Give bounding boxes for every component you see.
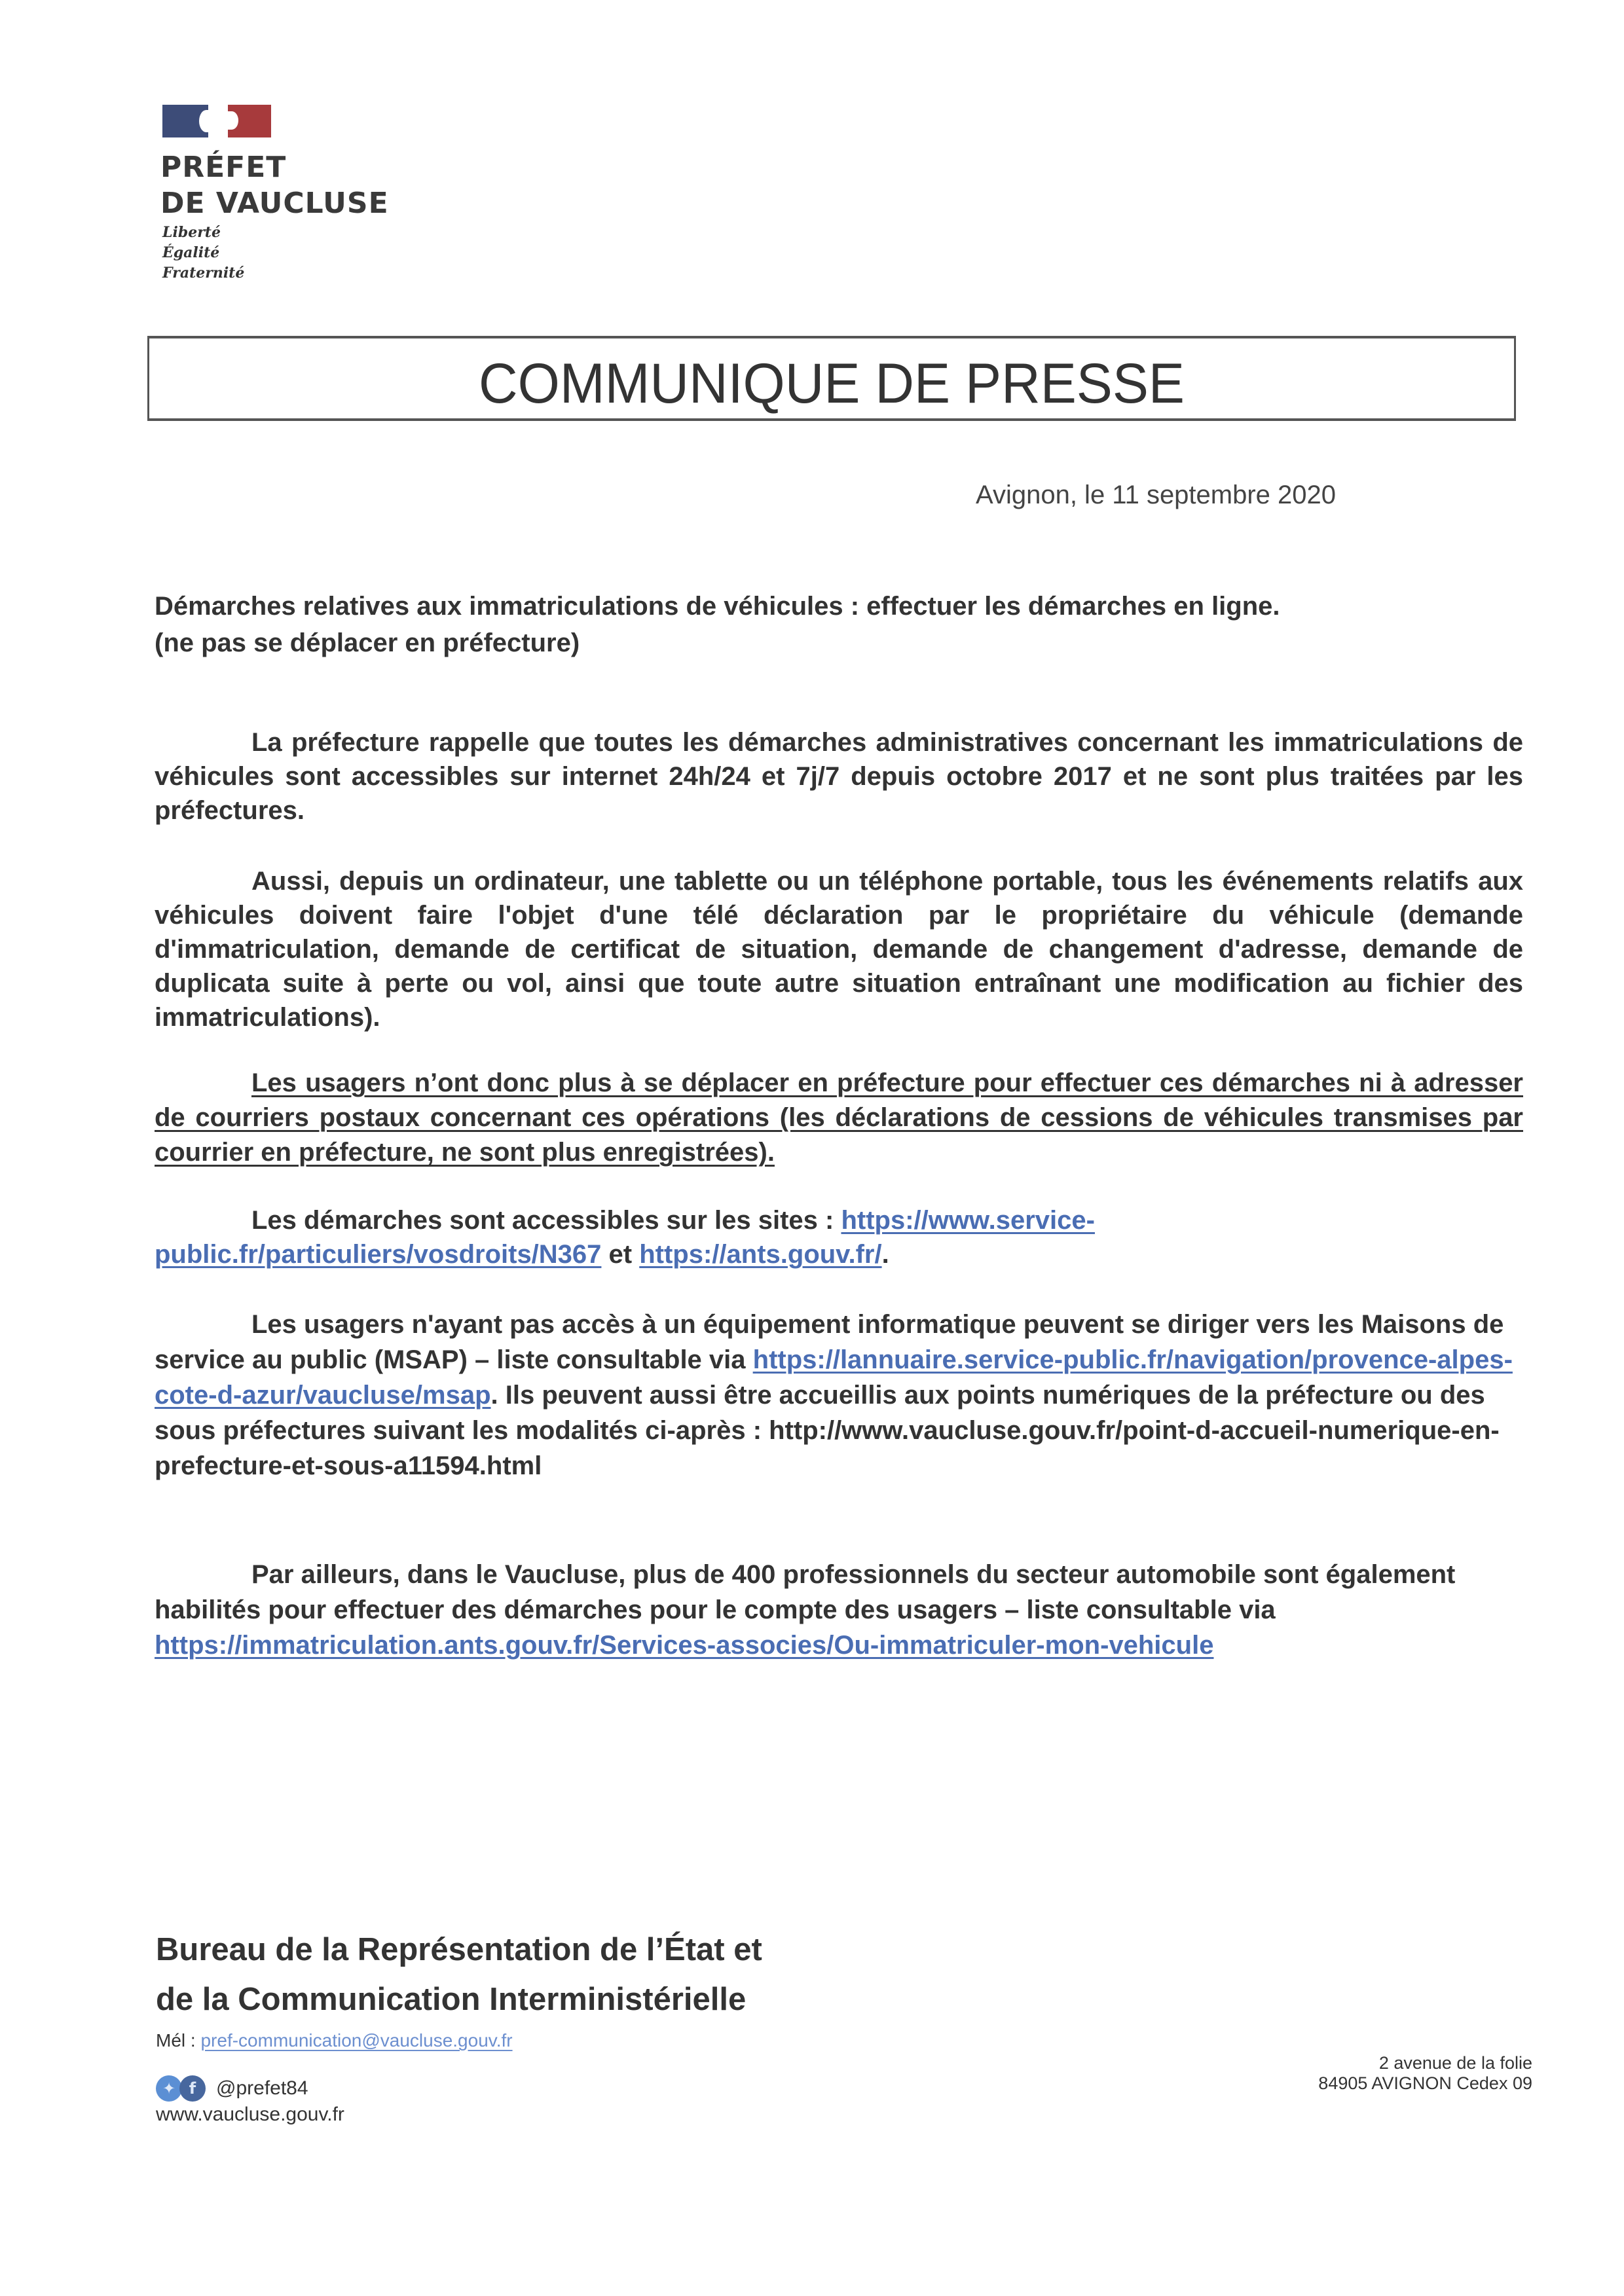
paragraph-3-underlined: [155, 1066, 1523, 1170]
email-label: Mél :: [156, 2030, 201, 2050]
email-line: [156, 2030, 513, 2052]
social-line: [156, 2074, 308, 2103]
website-url: www.vaucluse.gouv.fr: [156, 2104, 344, 2125]
paragraph-4: [155, 1203, 1523, 1271]
twitter-icon[interactable]: ✦: [156, 2075, 182, 2102]
republic-motto: [162, 223, 244, 283]
bureau-line-1: Bureau de la Représentation de l’État et: [156, 1932, 762, 1967]
subject-line-2: (ne pas se déplacer en préfecture): [155, 629, 580, 657]
motto-fraternite: Fraternité: [162, 264, 245, 282]
ants-immatriculation-link[interactable]: https://immatriculation.ants.gouv.fr/Services-associes/Ou-immatriculer-mon-vehicule: [155, 1631, 1214, 1660]
email-link[interactable]: pref-communication@vaucluse.gouv.fr: [200, 2030, 513, 2050]
paragraph-1-text: La préfecture rappelle que toutes les démarches administratives concernant les immatriculations de véhicules sont accessibles sur internet 24h/24 et 7j/7 depuis octobre 2017 et ne sont plus traitées par les préfectures.: [155, 728, 1523, 825]
paragraph-6-text: Par ailleurs, dans le Vaucluse, plus de 400 professionnels du secteur automobile sont également habilités pour effectuer des démarches pour le compte des usagers – liste consultable via: [155, 1560, 1456, 1624]
social-handle: @prefet84: [216, 2077, 308, 2099]
bureau-line-2: de la Communication Interministérielle: [156, 1982, 747, 2017]
page-title: COMMUNIQUE DE PRESSE: [478, 352, 1185, 415]
postal-address: [1318, 2053, 1532, 2094]
paragraph-6: [155, 1557, 1523, 1663]
motto-egalite: Égalité: [162, 244, 220, 261]
republic-flag-logo: [162, 105, 272, 139]
paragraph-2-text: Aussi, depuis un ordinateur, une tablette ou un téléphone portable, tous les événements relatifs aux véhicules doivent faire l'objet d'une télé déclaration par le propriétaire du véhicule (demande d'immatriculation, demande de certificat de situation, demande de changement d'adresse, demande de duplicata suite à perte ou vol, ainsi que toute autre situation entraînant une modification au fichier des immatriculations).: [155, 867, 1523, 1032]
date-line: Avignon, le 11 septembre 2020: [976, 481, 1337, 509]
paragraph-2: [155, 864, 1523, 1034]
paragraph-3-text: Les usagers n’ont donc plus à se déplacer en préfecture pour effectuer ces démarches ni à adresser de courriers postaux concernant ces opérations (les déclarations de cessions de véhicules transmises par courrier en préfecture, ne sont plus enregistrées).: [155, 1068, 1523, 1167]
bureau-signature: [156, 1925, 762, 2024]
paragraph-5: [155, 1307, 1523, 1484]
ants-link[interactable]: https://ants.gouv.fr/: [639, 1240, 882, 1269]
paragraph-4-text: Les démarches sont accessibles sur les sites :: [251, 1206, 841, 1235]
address-line-2: 84905 AVIGNON Cedex 09: [1318, 2073, 1532, 2093]
paragraph-4-conjunction: et: [601, 1240, 640, 1269]
logo-line-2: DE VAUCLUSE: [160, 187, 389, 220]
prefet-logo-text: [160, 149, 389, 221]
service-public-link[interactable]: https://www.service-public.fr/particuliers/vosdroits/N367: [155, 1206, 1095, 1269]
paragraph-1: [155, 725, 1523, 828]
paragraph-5-text-after: . Ils peuvent aussi être accueillis aux points numériques de la préfecture ou des sous préfectures suivant les modalités ci-après : http://www.vaucluse.gouv.fr/point-d-accueil-numerique-en-prefecture-et-sous-a11594.html: [155, 1381, 1500, 1480]
subject-line-1: Démarches relatives aux immatriculations de véhicules : effectuer les démarches en ligne.: [155, 592, 1280, 621]
paragraph-4-end: .: [881, 1240, 889, 1269]
msap-annuaire-link[interactable]: https://lannuaire.service-public.fr/navigation/provence-alpes-cote-d-azur/vaucluse/msap: [155, 1345, 1513, 1410]
paragraph-5-text: Les usagers n'ayant pas accès à un équipement informatique peuvent se diriger vers les Maisons de service au public (MSAP) – liste consultable via: [155, 1310, 1504, 1374]
address-line-1: 2 avenue de la folie: [1378, 2053, 1532, 2073]
logo-line-1: PRÉFET: [160, 151, 287, 184]
motto-liberte: Liberté: [162, 224, 221, 241]
title-box: [147, 336, 1516, 421]
subject: [155, 588, 1530, 661]
facebook-icon[interactable]: f: [179, 2075, 206, 2102]
